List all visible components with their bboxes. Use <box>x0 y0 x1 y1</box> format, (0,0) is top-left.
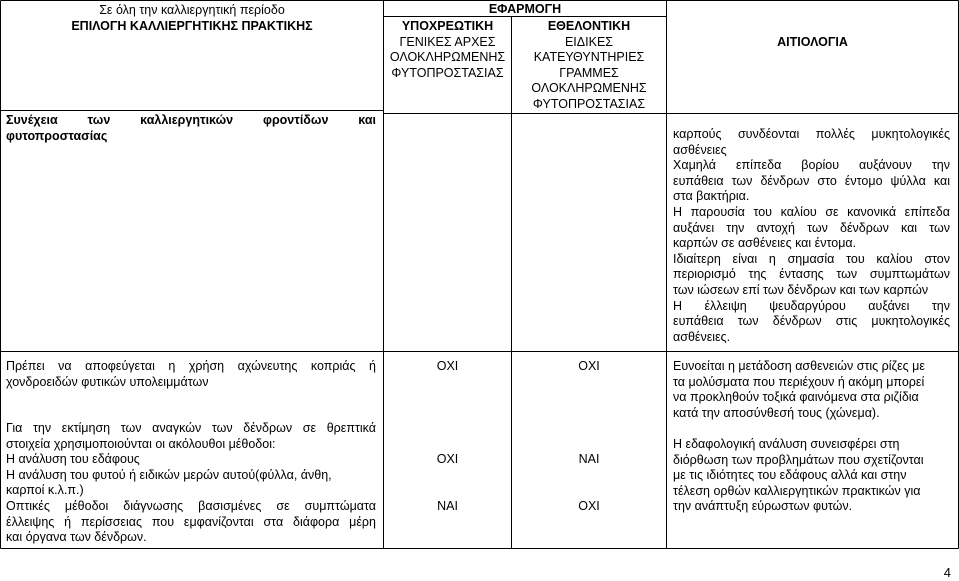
section-title <box>6 113 376 144</box>
rationale-line: Η παρουσία του καλίου σε κανονικά επίπεδα <box>673 204 950 219</box>
header-voluntary-line: ΚΑΤΕΥΘΥΝΤΗΡΙΕΣ <box>533 50 645 65</box>
rationale-line: Χαμηλά επίπεδα βορίου αυξάνουν την <box>673 158 950 173</box>
header-mandatory-cell <box>384 19 511 81</box>
header-voluntary: ΕΘΕΛΟΝΤΙΚΗ <box>547 19 631 33</box>
practice-line: καρποί κ.λ.π.) <box>6 483 84 498</box>
rationale-line: των ιώσεων επί των δένδρων και των καρπών <box>673 282 929 297</box>
rationale-line: την ανάπτυξη εύρωστων φυτών. <box>673 499 853 514</box>
header-application: ΕΦΑΡΜΟΓΗ <box>488 2 562 16</box>
section-title-line: Συνέχεια των καλλιεργητικών φροντίδων και <box>6 113 376 127</box>
practice-line: χονδροειδών φυτικών υπολειμμάτων <box>6 374 209 389</box>
practice-line: Η ανάλυση του φυτού ή ειδικών μερών αυτού(φύλλα, άνθη, <box>6 467 332 482</box>
practice-cell-manure <box>6 359 376 390</box>
section-title-line: φυτοπροστασίας <box>6 128 108 143</box>
header-mandatory-line: ΓΕΝΙΚΕΣ ΑΡΧΕΣ <box>399 34 496 49</box>
practice-line: και όργανα των δένδρων. <box>6 530 147 545</box>
rationale-line: τέλεση ορθών καλλιεργητικών πρακτικών για <box>673 483 921 498</box>
rationale-continued <box>673 127 950 345</box>
practice-cell-analysis <box>6 421 376 499</box>
rationale-line: με τις ιδιότητες του εδάφους αλλά και στην <box>673 468 907 483</box>
rationale-line: καρπών σε ασθένειες και έντομα. <box>673 236 857 251</box>
header-mandatory: ΥΠΟΧΡΕΩΤΙΚΗ <box>401 19 494 33</box>
rationale-line: ασθένειες. <box>673 329 731 344</box>
header-voluntary-line: ΟΛΟΚΛΗΡΩΜΕΝΗΣ <box>531 81 647 96</box>
practice-line: Οπτικές μέθοδοι διάγνωσης βασισμένες σε συμπτώματα <box>6 499 376 513</box>
rationale-line: Η έλλειψη ψευδαργύρου αυξάνει την <box>673 298 950 313</box>
header-practice-selection: ΕΠΙΛΟΓΗ ΚΑΛΛΙΕΡΓΗΤΙΚΗΣ ΠΡΑΚΤΙΚΗΣ <box>71 18 313 33</box>
voluntary-value: ΟΧΙ <box>578 359 600 373</box>
rationale-line: κατά την αποσύνθεσή τους (χώνεμα). <box>673 405 880 420</box>
rationale-line: να προκληθούν τοξικά φαινόμενα στα ριζίδια <box>673 390 919 405</box>
rationale-cell-manure <box>673 359 950 421</box>
mandatory-value: ΟΧΙ <box>436 359 459 373</box>
mandatory-value: ΟΧΙ <box>436 452 459 466</box>
header-mandatory-line: ΦΥΤΟΠΡΟΣΤΑΣΙΑΣ <box>391 65 504 80</box>
header-voluntary-line: ΦΥΤΟΠΡΟΣΤΑΣΙΑΣ <box>532 96 646 111</box>
page-number: 4 <box>943 565 951 580</box>
header-mandatory-line: ΟΛΟΚΛΗΡΩΜΕΝΗΣ <box>389 50 506 65</box>
rationale-line: Η εδαφολογική ανάλυση συνεισφέρει στη <box>673 437 900 451</box>
header-voluntary-cell <box>512 19 666 113</box>
practice-line: Για την εκτίμηση των αναγκών των δένδρων σε θρεπτικά <box>6 421 376 435</box>
header-practice-cell <box>1 3 383 34</box>
practice-line: στοιχεία χρησιμοποιούνται οι ακόλουθοι μέθοδοι: <box>6 436 276 451</box>
rationale-line: διόρθωση των προβλημάτων που σχετίζονται <box>673 452 924 467</box>
rationale-line: τα μολύσματα που περιέχουν ή ακόμη μπορεί <box>673 374 925 389</box>
rationale-line: περιορισμό της έντασης των συμπτωμάτων <box>673 267 950 282</box>
header-voluntary-line: ΓΡΑΜΜΕΣ <box>559 65 619 80</box>
rationale-line: Ευνοείται η μετάδοση ασθενειών στις ρίζες με <box>673 359 925 373</box>
voluntary-value: ΝΑΙ <box>578 452 600 466</box>
rationale-cell-analysis <box>673 437 950 515</box>
rationale-line: καρπούς συνδέονται πολλές μυκητολογικές <box>673 127 950 141</box>
voluntary-value: ΟΧΙ <box>578 499 600 513</box>
rationale-line: στα βακτήρια. <box>673 189 750 204</box>
rationale-line: ευπάθεια των δένδρων στο έντομο ψύλλα και <box>673 173 950 188</box>
mandatory-value: ΝΑΙ <box>437 499 458 513</box>
rationale-line: αυξάνει την αντοχή των δένδρων και των <box>673 220 950 235</box>
header-voluntary-line: ΕΙΔΙΚΕΣ <box>564 34 614 49</box>
practice-cell-visual <box>6 499 376 546</box>
rationale-line: Ιδιαίτερη είναι η σημασία του καλίου στον <box>673 251 950 266</box>
practice-line: Η ανάλυση του εδάφους <box>6 452 140 467</box>
header-rationale: ΑΙΤΙΟΛΟΓΙΑ <box>777 35 848 49</box>
header-period: Σε όλη την καλλιεργητική περίοδο <box>99 3 285 17</box>
rationale-line: ασθένειες <box>673 142 727 157</box>
practice-line: έλλειψης ή περίσσειας που εμφανίζονται στα διάφορα μέρη <box>6 514 376 529</box>
practice-line: Πρέπει να αποφεύγεται η χρήση αχώνευτης κοπριάς ή <box>6 359 376 373</box>
rationale-line: ευπάθεια των δένδρων στις μυκητολογικές <box>673 314 950 329</box>
